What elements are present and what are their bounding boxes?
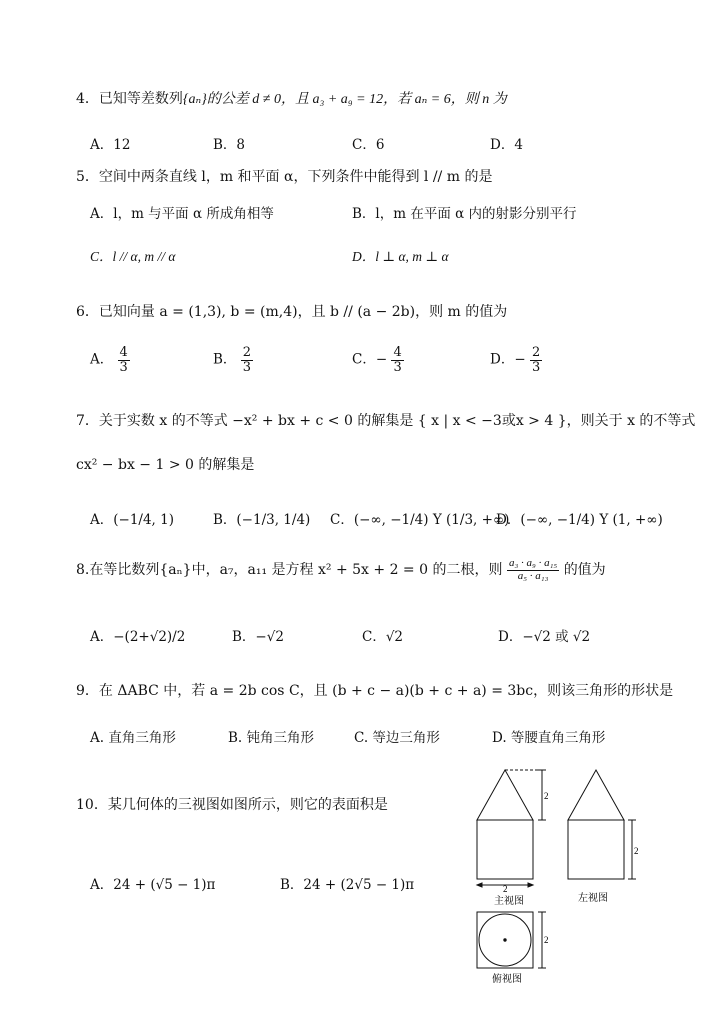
q10-stem: 10．某几何体的三视图如图所示，则它的表面积是 (76, 797, 388, 813)
q7-stem-line2: cx² − bx − 1 > 0 的解集是 (76, 457, 255, 473)
q8-option-a: A．−(2+√2)/2 (90, 629, 186, 645)
top-view-size-label: 2 (544, 935, 549, 945)
top-view (477, 912, 546, 968)
front-view-width-label: 2 (503, 884, 508, 894)
front-view-label: 主视图 (494, 896, 524, 907)
q7-stem-line1: 7．关于实数 x 的不等式 −x² + bx + c < 0 的解集是 { x | x < −3或x > 4 }，则关于 x 的不等式 (76, 413, 696, 429)
q4-stem-formula: {aₙ}的公差 d ≠ 0，且 a₃ + a₉ = 12，若 aₙ = 6，则 n 为 (182, 92, 507, 107)
q4-option-c: C．6 (352, 137, 385, 153)
q4-option-b: B．8 (213, 137, 246, 153)
q10-option-b: B．24 + (2√5 − 1)π (280, 877, 415, 893)
q6-option-b: B． $\frac{2}{3}$ (213, 345, 251, 375)
q9-option-d: D. 等腰直角三角形 (492, 730, 606, 746)
side-view-height-label: 2 (634, 846, 639, 856)
q9-stem: 9．在 ΔABC 中，若 a = 2b cos C，且 (b + c − a)(b + c + a) = 3bc，则该三角形的形状是 (76, 683, 674, 699)
q10-option-a: A．24 + (√5 − 1)π (90, 877, 216, 893)
q4-stem (76, 88, 507, 108)
q8-stem-prefix: 8.在等比数列{aₙ}中，a₇，a₁₁ 是方程 x² + 5x + 2 = 0 的二根，则 (76, 562, 503, 579)
front-view-height-label: 2 (544, 791, 549, 801)
q5-option-a: A．l，m 与平面 α 所成角相等 (90, 206, 274, 222)
q9-option-b: B. 钝角三角形 (228, 730, 315, 746)
q4-stem-prefix: 4．已知等差数列 (76, 91, 183, 107)
q8-stem-suffix: 的值为 (563, 562, 606, 579)
q5-option-c: C．l // α, m // α (90, 249, 176, 264)
q7-option-d: D．(−∞, −1/4) Y (1, +∞) (496, 512, 663, 528)
q8-option-b: B．−√2 (232, 629, 284, 645)
q8-option-c: C．√2 (362, 629, 404, 645)
q6-option-d: D．− $\frac{2}{3}$ (490, 345, 541, 375)
side-view-label: 左视图 (578, 893, 608, 904)
top-view-label: 俯视图 (492, 974, 522, 985)
q7-option-a: A．(−1/4, 1) (90, 512, 174, 528)
q5-stem: 5．空间中两条直线 l，m 和平面 α，下列条件中能得到 l // m 的是 (76, 169, 493, 185)
front-view (477, 770, 546, 887)
q6-stem: 6．已知向量 a = (1,3), b = (m,4)，且 b // (a − 2b)，则 m 的值为 (76, 304, 508, 320)
q8-option-d: D．−√2 或 √2 (498, 629, 591, 645)
q6-option-c: C．− $\frac{4}{3}$ (352, 345, 402, 375)
q5-option-b: B．l，m 在平面 α 内的射影分别平行 (352, 206, 577, 222)
q9-option-a: A. 直角三角形 (90, 730, 176, 746)
q8-stem (76, 558, 606, 582)
q7-option-b: B．(−1/3, 1/4) (213, 512, 311, 528)
q9-option-c: C. 等边三角形 (354, 730, 440, 746)
q6-option-a: A． $\frac{4}{3}$ (90, 345, 128, 375)
q5-option-d: D．l ⊥ α, m ⊥ α (352, 249, 449, 264)
q7-option-c: C．(−∞, −1/4) Y (1/3, +∞) (330, 512, 510, 528)
three-view-figure (470, 762, 646, 992)
side-view (568, 770, 636, 879)
q4-option-d: D．4 (490, 137, 523, 153)
q4-option-a: A．12 (90, 137, 131, 153)
q8-fraction: $\frac{\text{a₃ · a₉ · a₁₅}}{\text{a₅ · a₁₃}}$ (508, 557, 558, 582)
